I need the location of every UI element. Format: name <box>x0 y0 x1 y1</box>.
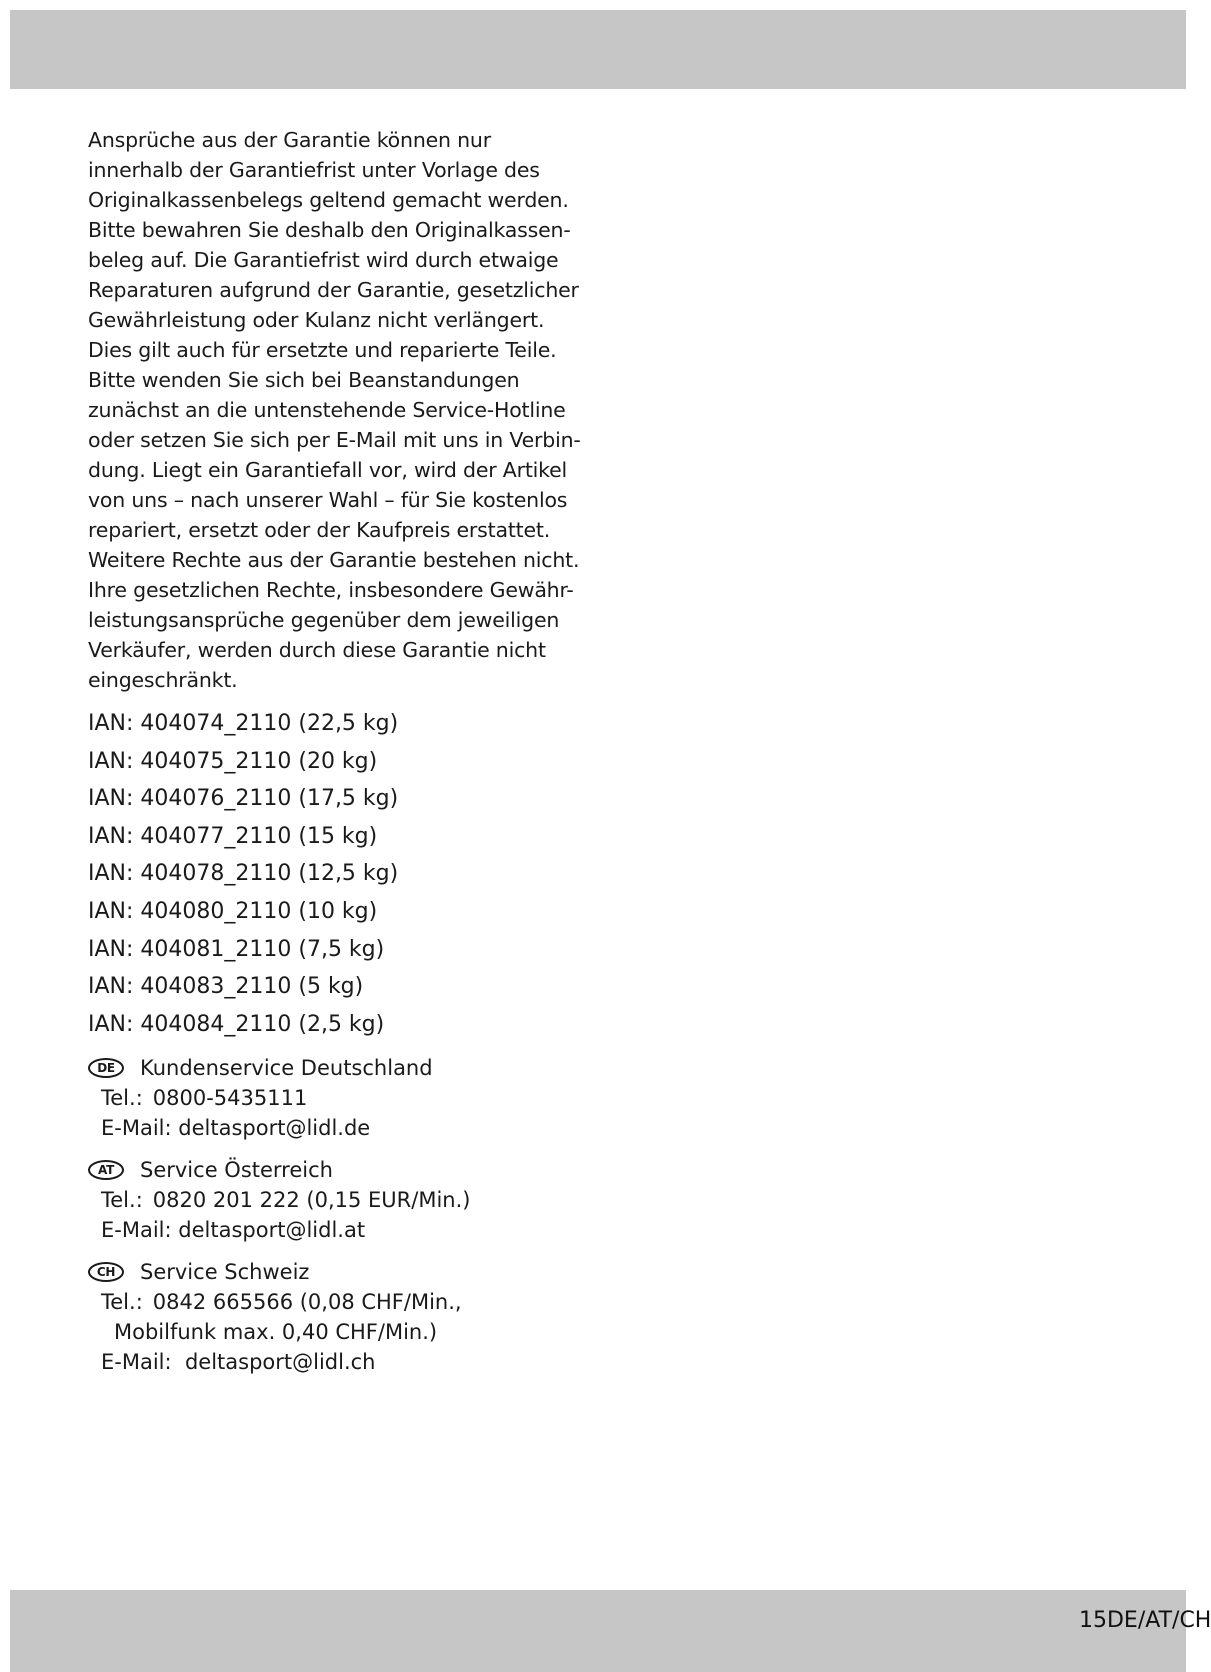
tel-value: 0800-5435111 <box>152 1086 308 1111</box>
footer-bar <box>10 1590 1211 1672</box>
tel-value: 0842 665566 (0,08 CHF/Min., <box>152 1290 462 1315</box>
ian-item: IAN: 404081_2110 (7,5 kg) <box>88 936 385 962</box>
text-line: repariert, ersetzt oder der Kaufpreis erstattet. <box>88 518 551 542</box>
text-line: Bitte bewahren Sie deshalb den Originalkassen- <box>88 218 571 242</box>
email-label: E-Mail: <box>101 1350 172 1375</box>
service-block-ch <box>88 1257 608 1377</box>
tel-label: Tel.: <box>101 1188 143 1213</box>
service-phone <box>88 1287 608 1317</box>
tel-label: Tel.: <box>101 1290 143 1315</box>
text-line: Gewährleistung oder Kulanz nicht verlängert. <box>88 308 545 332</box>
email-value: deltasport@lidl.de <box>178 1116 371 1141</box>
service-email <box>88 1113 608 1143</box>
text-line: Ansprüche aus der Garantie können nur <box>88 128 491 152</box>
text-line: dung. Liegt ein Garantiefall vor, wird der Artikel <box>88 458 568 482</box>
service-block-at <box>88 1155 608 1245</box>
email-value: deltasport@lidl.at <box>178 1218 366 1243</box>
tel-label: Tel.: <box>101 1086 143 1111</box>
text-line: Bitte wenden Sie sich bei Beanstandungen <box>88 368 520 392</box>
ian-item: IAN: 404080_2110 (10 kg) <box>88 898 378 924</box>
text-line: Weitere Rechte aus der Garantie bestehen nicht. <box>88 548 580 572</box>
ian-item: IAN: 404084_2110 (2,5 kg) <box>88 1011 385 1037</box>
service-phone-extra: Mobilfunk max. 0,40 CHF/Min.) <box>114 1320 438 1345</box>
text-line: Verkäufer, werden durch diese Garantie nicht <box>88 638 546 662</box>
service-email <box>88 1215 608 1245</box>
ch-country-badge-icon: CH <box>88 1262 124 1282</box>
text-line: innerhalb der Garantiefrist unter Vorlage des <box>88 158 540 182</box>
text-line: Ihre gesetzlichen Rechte, insbesondere Gewähr- <box>88 578 574 602</box>
email-value: deltasport@lidl.ch <box>184 1350 376 1375</box>
text-line: zunächst an die untenstehende Service-Hotline <box>88 398 566 422</box>
ian-item: IAN: 404083_2110 (5 kg) <box>88 974 364 1000</box>
text-line: leistungsansprüche gegenüber dem jeweiligen <box>88 608 560 632</box>
service-block-de <box>88 1053 608 1143</box>
ian-item: IAN: 404075_2110 (20 kg) <box>88 748 378 774</box>
at-country-badge-icon: AT <box>88 1160 124 1180</box>
email-label: E-Mail: <box>101 1218 172 1243</box>
header-bar <box>10 10 1186 89</box>
ian-list <box>88 705 608 1043</box>
page-content <box>88 125 608 1377</box>
ian-item: IAN: 404078_2110 (12,5 kg) <box>88 861 399 887</box>
page-number: 15DE/AT/CH <box>1079 1608 1211 1633</box>
tel-value: 0820 201 222 (0,15 EUR/Min.) <box>152 1188 471 1213</box>
text-line: beleg auf. Die Garantiefrist wird durch etwaige <box>88 248 559 272</box>
service-title: Kundenservice Deutschland <box>140 1056 433 1081</box>
email-label: E-Mail: <box>101 1116 172 1141</box>
text-line: oder setzen Sie sich per E-Mail mit uns in Verbin- <box>88 428 581 452</box>
service-phone <box>88 1083 608 1113</box>
text-line: Reparaturen aufgrund der Garantie, gesetzlicher <box>88 278 579 302</box>
service-title: Service Österreich <box>140 1158 333 1183</box>
service-phone <box>88 1185 608 1215</box>
service-email <box>88 1347 608 1377</box>
text-line: eingeschränkt. <box>88 668 238 692</box>
text-line: von uns – nach unserer Wahl – für Sie kostenlos <box>88 488 568 512</box>
warranty-paragraph <box>88 125 608 695</box>
ian-item: IAN: 404074_2110 (22,5 kg) <box>88 711 399 736</box>
service-title: Service Schweiz <box>140 1260 310 1285</box>
text-line: Originalkassenbelegs geltend gemacht werden. <box>88 188 569 212</box>
ian-item: IAN: 404076_2110 (17,5 kg) <box>88 786 399 812</box>
de-country-badge-icon: DE <box>88 1058 124 1078</box>
ian-item: IAN: 404077_2110 (15 kg) <box>88 823 378 849</box>
text-line: Dies gilt auch für ersetzte und reparierte Teile. <box>88 338 557 362</box>
